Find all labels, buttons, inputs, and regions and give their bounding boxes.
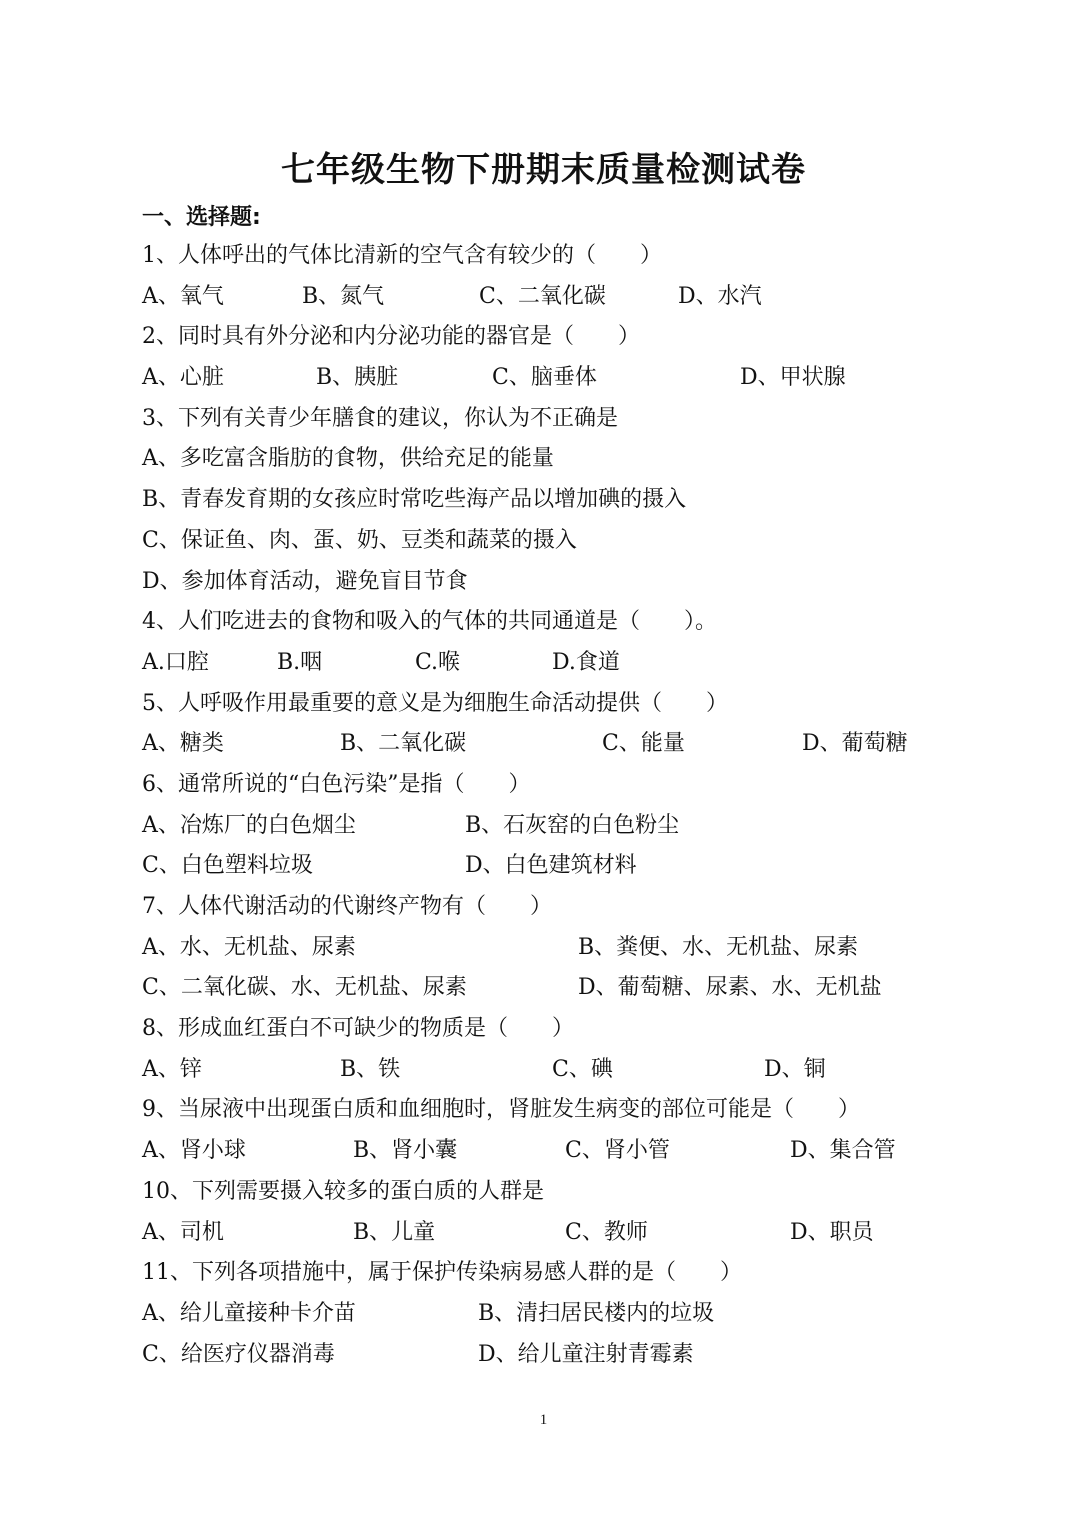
option-row <box>142 1131 1002 1172</box>
option-row <box>142 968 1002 1009</box>
option: D、铜 <box>764 1056 826 1082</box>
option-row <box>142 846 1002 887</box>
option-row <box>142 358 1002 399</box>
option: D.食道 <box>552 649 620 675</box>
option: C、碘 <box>552 1056 613 1082</box>
option-row <box>142 643 1002 684</box>
option: D、职员 <box>790 1219 874 1245</box>
exam-title: 七年级生物下册期末质量检测试卷 <box>281 150 806 190</box>
option: A、肾小球 <box>142 1138 246 1164</box>
option: C、脑垂体 <box>492 365 597 391</box>
option-row <box>142 1213 1002 1254</box>
option: C、教师 <box>565 1219 648 1245</box>
question-stem: 8、形成血红蛋白不可缺少的物质是（ ） <box>142 1016 574 1042</box>
option: C、二氧化碳、水、无机盐、尿素 <box>142 975 467 1001</box>
option-row <box>142 1294 1002 1335</box>
option: C、二氧化碳 <box>479 283 606 309</box>
option: C、能量 <box>602 731 685 757</box>
option: A、糖类 <box>142 731 224 757</box>
question-stem: 4、人们吃进去的食物和吸入的气体的共同通道是（ ）。 <box>142 609 717 635</box>
question-stem: 7、人体代谢活动的代谢终产物有（ ） <box>142 894 552 919</box>
option: C.喉 <box>415 649 461 675</box>
option: B、胰脏 <box>316 365 399 391</box>
question-stem: 1、人体呼出的气体比清新的空气含有较少的（ ） <box>142 243 662 268</box>
option: B、肾小囊 <box>353 1138 458 1164</box>
question-stem: 2、同时具有外分泌和内分泌功能的器官是（ ） <box>142 324 640 350</box>
option: D、水汽 <box>678 283 762 309</box>
option: B、粪便、水、无机盐、尿素 <box>578 934 859 960</box>
option-row: A、多吃富含脂肪的食物，供给充足的能量 <box>142 446 554 472</box>
option: B、铁 <box>340 1056 401 1082</box>
option: B、儿童 <box>353 1219 436 1245</box>
question-stem: 5、人呼吸作用最重要的意义是为细胞生命活动提供（ ） <box>142 690 728 716</box>
option-row: C、保证鱼、肉、蛋、奶、豆类和蔬菜的摄入 <box>142 527 577 553</box>
question-stem: 10、下列需要摄入较多的蛋白质的人群是 <box>142 1178 544 1204</box>
option-row: B、青春发育期的女孩应时常吃些海产品以增加碘的摄入 <box>142 487 687 513</box>
option: D、葡萄糖、尿素、水、无机盐 <box>578 975 882 1001</box>
option: A、心脏 <box>142 365 224 391</box>
option-row <box>142 724 1002 765</box>
option: A、氧气 <box>142 283 224 309</box>
question-stem: 11、下列各项措施中，属于保护传染病易感人群的是（ ） <box>142 1260 742 1286</box>
option: C、白色塑料垃圾 <box>142 853 313 879</box>
option: D、给儿童注射青霉素 <box>478 1341 694 1367</box>
option: D、白色建筑材料 <box>465 853 637 879</box>
option: C、肾小管 <box>565 1138 670 1164</box>
option: B、石灰窑的白色粉尘 <box>465 812 680 838</box>
option: C、给医疗仪器消毒 <box>142 1341 335 1367</box>
option: A、锌 <box>142 1056 202 1082</box>
question-stem: 6、通常所说的“白色污染”是指（ ） <box>142 771 531 797</box>
option: B、清扫居民楼内的垃圾 <box>478 1300 715 1326</box>
question-stem: 9、当尿液中出现蛋白质和血细胞时，肾脏发生病变的部位可能是（ ） <box>142 1097 860 1123</box>
option-row <box>142 1050 1002 1091</box>
page-number: 1 <box>539 1412 548 1428</box>
section-heading: 一、选择题: <box>142 205 261 230</box>
option: D、甲状腺 <box>740 365 846 391</box>
option: B、二氧化碳 <box>340 731 467 757</box>
option: A、水、无机盐、尿素 <box>142 934 356 960</box>
option: D、集合管 <box>790 1138 896 1164</box>
option-row: D、参加体育活动，避免盲目节食 <box>142 568 468 594</box>
option: A、冶炼厂的白色烟尘 <box>142 812 356 838</box>
option-row <box>142 806 1002 847</box>
option: D、葡萄糖 <box>802 731 908 757</box>
question-list <box>142 236 1002 1375</box>
option-row <box>142 1335 1002 1376</box>
option-row <box>142 928 1002 969</box>
option-row <box>142 277 1002 318</box>
option: B、氮气 <box>302 283 385 309</box>
option: B.咽 <box>277 649 323 675</box>
option: A.口腔 <box>142 649 209 675</box>
option: A、给儿童接种卡介苗 <box>142 1300 356 1326</box>
option: A、司机 <box>142 1219 224 1245</box>
question-stem: 3、下列有关青少年膳食的建议，你认为不正确是 <box>142 405 618 431</box>
